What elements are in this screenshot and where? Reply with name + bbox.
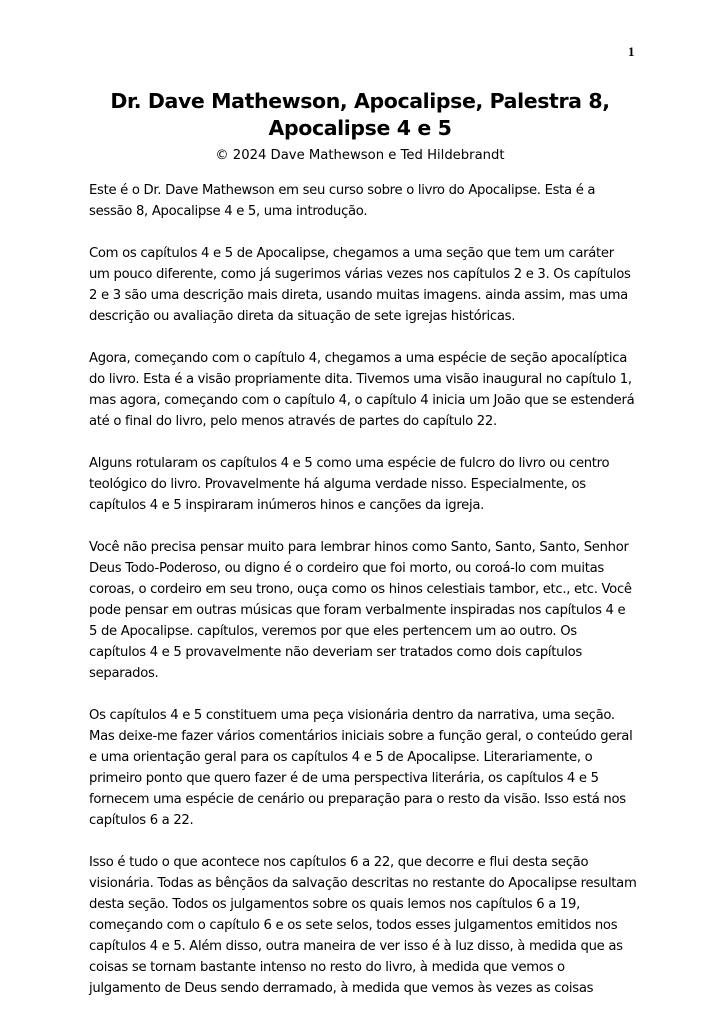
paragraph: Os capítulos 4 e 5 constituem uma peça visionária dentro da narrativa, uma seção. Mas deixe-me fazer vários comentários iniciais sobre a função geral, o conteúdo geral e uma orientação geral para os capítulos 4 e 5 de Apocalipse. Literariamente, o primeiro ponto que quero fazer é de uma perspectiva literária, os capítulos 4 e 5 fornecem uma espécie de cenário ou preparação para o resto da visão. Isso está nos capítulos 6 a 22.	[89, 708, 633, 828]
page-title	[100, 88, 620, 142]
page-number: 1	[628, 44, 635, 59]
body-text	[89, 180, 637, 1020]
paragraph: Alguns rotularam os capítulos 4 e 5 como uma espécie de fulcro do livro ou centro teológico do livro. Provavelmente há alguma verdade nisso. Especialmente, os capítulos 4 e 5 inspiraram inúmeros hinos e canções da igreja.	[89, 456, 610, 513]
paragraph: Isso é tudo o que acontece nos capítulos 6 a 22, que decorre e flui desta seção visionária. Todas as bênçãos da salvação descritas no restante do Apocalipse resultam desta seção. Todos os julgamentos sobre os quais lemos nos capítulos 6 a 19, começando com o capítulo 6 e os sete selos, todos esses julgamentos emitidos nos capítulos 4 e 5. Além disso, outra maneira de ver isso é à luz disso, à medida que as coisas se tornam bastante intenso no resto do livro, à medida que vemos o julgamento de Deus sendo derramado, à medida que vemos às vezes as coisas	[89, 855, 637, 996]
paragraph: Você não precisa pensar muito para lembrar hinos como Santo, Santo, Santo, Senhor Deus Todo-Poderoso, ou digno é o cordeiro que foi morto, ou coroá-lo com muitas coroas, o cordeiro em seu trono, ouça como os hinos celestiais tambor, etc., etc. Você pode pensar em outras músicas que foram verbalmente inspiradas nos capítulos 4 e 5 de Apocalipse. capítulos, veremos por que eles pertencem um ao outro. Os capítulos 4 e 5 provavelmente não deveriam ser tratados como dois capítulos separados.	[89, 540, 632, 681]
paragraph: Agora, começando com o capítulo 4, chegamos a uma espécie de seção apocalíptica do livro. Esta é a visão propriamente dita. Tivemos uma visão inaugural no capítulo 1, mas agora, começando com o capítulo 4, o capítulo 4 inicia um João que se estenderá até o final do livro, pelo menos através de partes do capítulo 22.	[89, 351, 635, 429]
title-line-2: Apocalipse 4 e 5	[268, 116, 452, 140]
paragraph: Com os capítulos 4 e 5 de Apocalipse, chegamos a uma seção que tem um caráter um pouco diferente, como já sugerimos várias vezes nos capítulos 2 e 3. Os capítulos 2 e 3 são uma descrição mais direta, usando muitas imagens. ainda assim, mas uma descrição ou avaliação direta da situação de sete igrejas históricas.	[89, 246, 631, 324]
paragraph: Este é o Dr. Dave Mathewson em seu curso sobre o livro do Apocalipse. Esta é a sessão 8, Apocalipse 4 e 5, uma introdução.	[89, 183, 596, 219]
title-line-1: Dr. Dave Mathewson, Apocalipse, Palestra 8,	[110, 89, 610, 113]
copyright-line: © 2024 Dave Mathewson e Ted Hildebrandt	[215, 148, 505, 163]
